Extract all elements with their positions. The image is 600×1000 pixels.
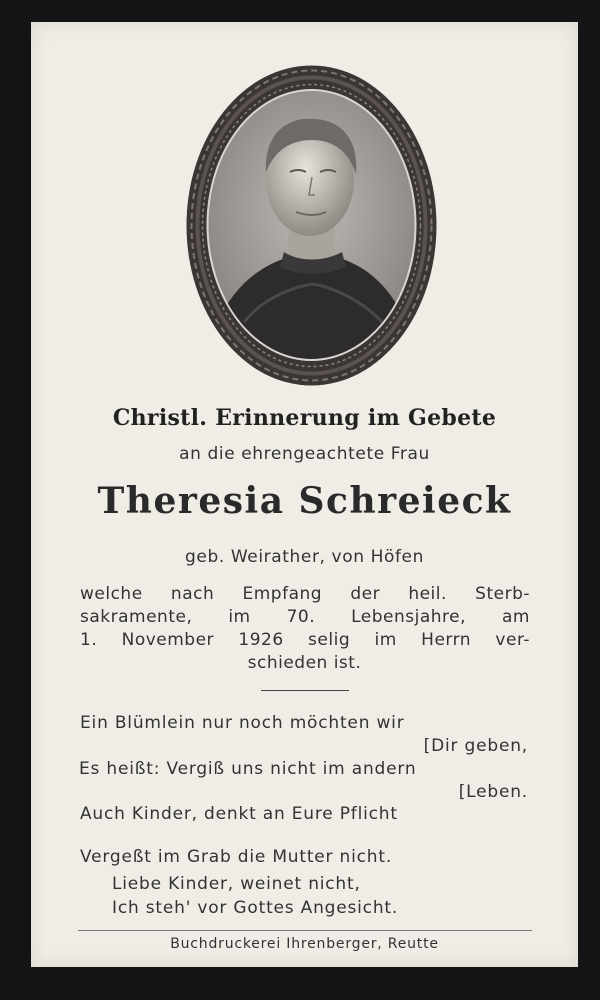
death-notice-line: schieden ist. <box>247 653 362 673</box>
card-heading: Christl. Erinnerung im Gebete <box>112 405 497 431</box>
memorial-card <box>31 22 578 967</box>
deceased-name: Theresia Schreieck <box>97 480 512 522</box>
poem-line: [Dir geben, <box>423 736 528 756</box>
footer-rule <box>78 930 532 931</box>
portrait-photo <box>184 62 439 389</box>
poem-line: Ein Blümlein nur noch möchten wir <box>80 713 405 733</box>
poem-line: [Leben. <box>458 782 528 802</box>
death-notice-line: welche nach Empfang der heil. Sterb- <box>80 584 530 604</box>
poem-line: Vergeßt im Grab die Mutter nicht. <box>80 847 393 867</box>
birth-name-origin: geb. Weirather, von Höfen <box>185 547 424 567</box>
death-notice-line: 1. November 1926 selig im Herrn ver- <box>80 630 530 650</box>
card-subtitle: an die ehrengeachtete Frau <box>179 444 430 464</box>
poem-line: Liebe Kinder, weinet nicht, <box>112 874 361 894</box>
printer-credit: Buchdruckerei Ihrenberger, Reutte <box>170 936 439 952</box>
poem-line: Es heißt: Vergiß uns nicht im andern <box>79 759 417 779</box>
poem-line: Ich steh' vor Gottes Angesicht. <box>112 898 399 918</box>
portrait-frame <box>184 62 439 389</box>
divider <box>261 690 349 691</box>
poem-line: Auch Kinder, denkt an Eure Pflicht <box>80 804 398 824</box>
death-notice-line: sakramente, im 70. Lebensjahre, am <box>80 607 530 627</box>
